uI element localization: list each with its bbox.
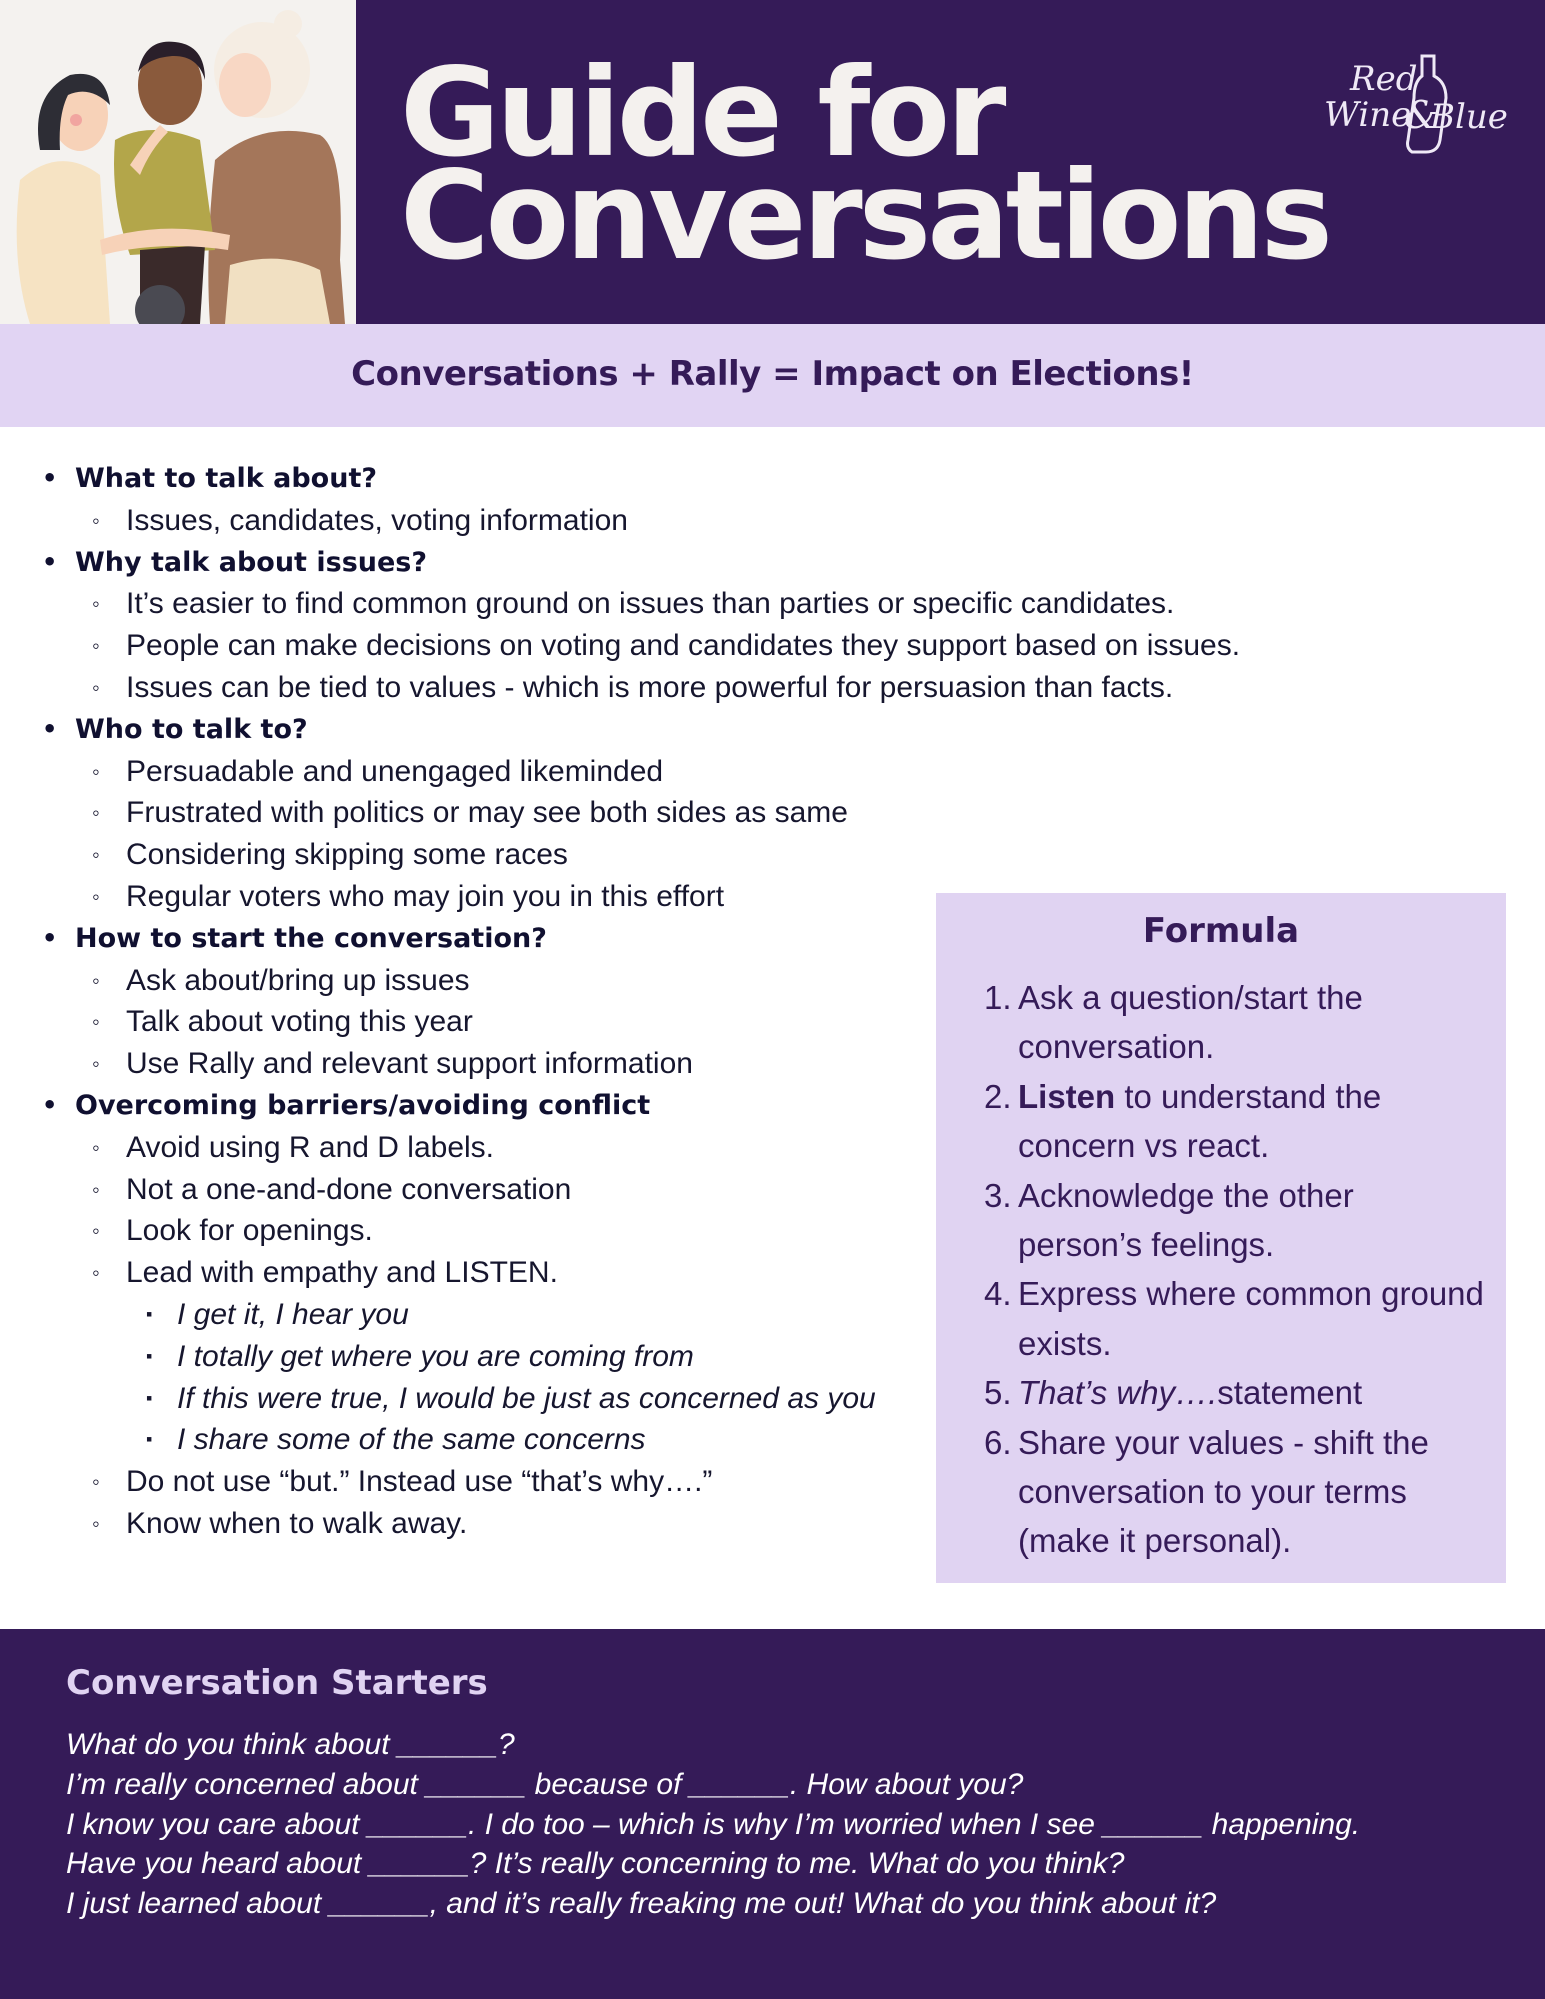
formula-step — [984, 1072, 1484, 1171]
bullet-icon: ◦ — [92, 1260, 100, 1286]
bullet-icon: ◦ — [92, 591, 100, 617]
formula-step — [984, 1171, 1484, 1270]
bullet-icon: ◦ — [92, 967, 100, 993]
outline-item — [0, 1252, 920, 1294]
step-lead: Listen — [1018, 1077, 1116, 1115]
outline-item — [0, 960, 920, 1002]
logo-ampersand: & — [1404, 93, 1438, 137]
bullet-icon: ◦ — [92, 842, 100, 868]
formula-box — [936, 893, 1506, 1583]
outline-heading — [0, 709, 920, 751]
bullet-icon: ▪ — [146, 1429, 153, 1450]
outline-heading — [0, 542, 920, 584]
outline-text: Issues can be tied to values - which is more powerful for persuasion than facts. — [126, 670, 1174, 704]
bullet-icon: ◦ — [92, 883, 100, 909]
outline-item — [0, 1127, 920, 1169]
outline-text: It’s easier to find common ground on issues than parties or specific candidates. — [126, 587, 1175, 621]
outline-text: Overcoming barriers/avoiding conflict — [75, 1089, 651, 1121]
bullet-icon: ◦ — [92, 633, 100, 659]
outline-item — [0, 583, 1175, 625]
formula-steps — [984, 973, 1484, 1566]
tagline-text: Conversations + Rally = Impact on Elections! — [351, 354, 1194, 394]
logo-word-red: Red — [1350, 59, 1418, 99]
step-body: Acknowledge the other person’s feelings. — [1018, 1176, 1354, 1264]
bullet-icon: • — [42, 714, 58, 743]
outline-text: Do not use “but.” Instead use “that’s why….” — [126, 1465, 713, 1499]
step-number: 4. — [984, 1275, 1012, 1313]
outline-subitem — [0, 1336, 920, 1378]
logo-word-wine: Wine — [1324, 95, 1412, 135]
outline-text: Persuadable and unengaged likeminded — [126, 754, 664, 788]
outline-text: Ask about/bring up issues — [126, 963, 470, 997]
outline-text: How to start the conversation? — [75, 922, 547, 954]
step-text — [1018, 1177, 1354, 1263]
bullet-icon: ◦ — [92, 1469, 100, 1495]
outline-item — [0, 625, 1241, 667]
step-text — [1018, 1078, 1381, 1164]
step-body: Share your values - shift the conversation to your terms (make it personal). — [1018, 1423, 1429, 1560]
outline-item — [0, 1503, 920, 1545]
outline-item — [0, 751, 920, 793]
outline-text: Talk about voting this year — [126, 1005, 473, 1039]
outline-item — [0, 792, 920, 834]
outline-text: I share some of the same concerns — [177, 1423, 646, 1457]
outline-item — [0, 1043, 920, 1085]
formula-step — [984, 1368, 1484, 1417]
step-number: 2. — [984, 1077, 1012, 1115]
outline-subitem — [0, 1378, 920, 1420]
bullet-icon: ◦ — [92, 507, 100, 533]
outline-item — [0, 500, 920, 542]
step-number: 3. — [984, 1176, 1012, 1214]
outline-text: Not a one-and-done conversation — [126, 1172, 572, 1206]
step-text — [1018, 1374, 1362, 1411]
outline-text: Use Rally and relevant support information — [126, 1047, 693, 1081]
step-number: 1. — [984, 979, 1012, 1016]
step-lead: That’s why…. — [1018, 1374, 1218, 1412]
page-title — [400, 42, 1330, 287]
outline-text: Lead with empathy and LISTEN. — [126, 1256, 558, 1290]
step-body: statement — [1217, 1374, 1363, 1412]
outline-text: Frustrated with politics or may see both sides as same — [126, 796, 848, 830]
step-text — [1018, 1275, 1484, 1361]
red-wine-blue-logo — [1322, 48, 1508, 156]
bullet-icon: ◦ — [92, 800, 100, 826]
starter-line: Have you heard about ______? It’s really concerning to me. What do you think? — [66, 1847, 1125, 1881]
bullet-icon: ◦ — [92, 1009, 100, 1035]
formula-step — [984, 1418, 1484, 1566]
step-number: 5. — [984, 1374, 1012, 1412]
outline-item — [0, 1001, 920, 1043]
outline-text: Look for openings. — [126, 1214, 373, 1248]
step-body: Ask a question/start the conversation. — [1018, 979, 1363, 1066]
outline-heading — [0, 458, 920, 500]
outline-subitem — [0, 1294, 920, 1336]
outline-text: I get it, I hear you — [177, 1297, 409, 1331]
bullet-icon: • — [42, 1090, 58, 1119]
starter-line: I just learned about ______, and it’s really freaking me out! What do you think about it? — [66, 1887, 1217, 1921]
bullet-icon: ◦ — [92, 758, 100, 784]
starter-line: What do you think about ______? — [66, 1728, 515, 1761]
outline-text: Issues, candidates, voting information — [126, 503, 628, 537]
outline-text: People can make decisions on voting and candidates they support based on issues. — [126, 629, 1241, 663]
outline-item — [0, 1169, 920, 1211]
bullet-icon: • — [42, 547, 58, 576]
step-body: Express where common ground exists. — [1018, 1275, 1484, 1362]
outline-item — [0, 1210, 920, 1252]
bullet-icon: ◦ — [92, 1134, 100, 1160]
title-line-1: Guide for — [400, 42, 1003, 184]
outline-text: Regular voters who may join you in this effort — [126, 879, 725, 913]
outline-item — [0, 834, 920, 876]
outline-text: I totally get where you are coming from — [177, 1339, 694, 1373]
outline-text: If this were true, I would be just as concerned as you — [177, 1381, 876, 1415]
step-number: 6. — [984, 1423, 1012, 1461]
bullet-icon: ◦ — [92, 1218, 100, 1244]
logo-word-blue: Blue — [1430, 97, 1508, 137]
outline-heading — [0, 918, 920, 960]
bullet-icon: ▪ — [146, 1345, 153, 1366]
bullet-icon: ◦ — [92, 674, 100, 700]
outline-item — [0, 876, 920, 918]
outline-text: Avoid using R and D labels. — [126, 1130, 494, 1164]
conversation-starters-section — [0, 1629, 1545, 1999]
step-text — [1018, 1424, 1429, 1560]
formula-title: Formula — [1142, 911, 1300, 951]
step-text — [1018, 979, 1363, 1065]
bullet-icon: ◦ — [92, 1051, 100, 1077]
starter-line: I’m really concerned about ______ because of ______. How about you? — [66, 1767, 1024, 1801]
outline-subitem — [0, 1419, 920, 1461]
outline-text: Know when to walk away. — [126, 1506, 468, 1540]
bullet-icon: ▪ — [146, 1303, 153, 1324]
bullet-icon: • — [42, 923, 58, 952]
outline-heading — [0, 1085, 920, 1127]
formula-step — [984, 1269, 1484, 1368]
outline-text: Who to talk to? — [75, 713, 308, 745]
starter-line: I know you care about ______. I do too – which is why I’m worried when I see ______ happening. — [66, 1807, 1361, 1841]
starter-lines — [66, 1725, 1360, 1924]
starters-title: Conversation Starters — [66, 1663, 488, 1703]
bullet-icon: ◦ — [92, 1176, 100, 1202]
outline-text: Considering skipping some races — [126, 838, 568, 872]
people-illustration — [0, 0, 356, 324]
outline-text: Why talk about issues? — [75, 546, 428, 578]
outline-item — [0, 1461, 920, 1503]
step-body: to understand the concern vs react. — [1018, 1077, 1382, 1165]
title-line-2: Conversations — [400, 145, 1330, 287]
three-women-hugging-illustration — [0, 0, 356, 324]
outline-item — [0, 667, 1174, 709]
bullet-icon: ◦ — [92, 1510, 100, 1536]
formula-step — [984, 973, 1484, 1072]
bullet-icon: • — [42, 464, 58, 492]
outline-text: What to talk about? — [75, 463, 378, 494]
bullet-icon: ▪ — [146, 1387, 153, 1408]
